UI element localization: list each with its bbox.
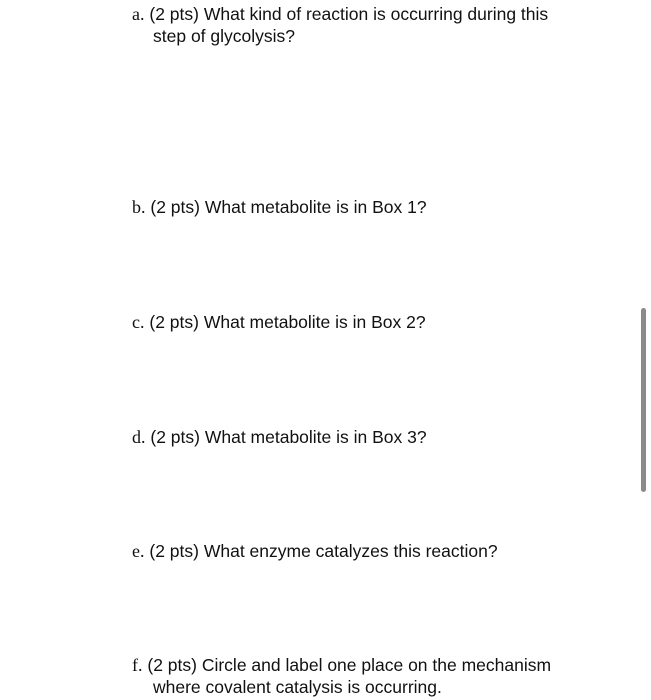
question-c: [132, 311, 602, 333]
question-f-line-1: [132, 654, 602, 676]
question-a-label: a.: [132, 4, 145, 24]
question-b-text: (2 pts) What metabolite is in Box 1?: [150, 197, 427, 217]
question-b-label: b.: [132, 197, 146, 217]
question-c-line-1: [132, 311, 602, 333]
question-c-label: c.: [132, 312, 145, 332]
question-e-line-1: [132, 540, 602, 562]
question-e-label: e.: [132, 541, 145, 561]
question-b: [132, 196, 602, 218]
question-d-label: d.: [132, 427, 146, 447]
question-b-line-1: [132, 196, 602, 218]
question-f-label: f.: [132, 655, 143, 675]
question-f: [132, 654, 602, 698]
question-d-text: (2 pts) What metabolite is in Box 3?: [150, 427, 427, 447]
question-a-line-1: [132, 3, 602, 25]
question-a: [132, 3, 602, 47]
question-e: [132, 540, 602, 562]
vertical-scrollbar[interactable]: [641, 308, 646, 492]
question-c-text: (2 pts) What metabolite is in Box 2?: [149, 312, 426, 332]
question-d-line-1: [132, 426, 602, 448]
question-f-text-1: (2 pts) Circle and label one place on the mechanism: [147, 655, 552, 675]
question-d: [132, 426, 602, 448]
question-a-text-1: (2 pts) What kind of reaction is occurring during this: [149, 4, 549, 24]
question-a-text-2: step of glycolysis?: [153, 26, 296, 46]
question-f-text-2: where covalent catalysis is occurring.: [153, 677, 442, 697]
question-e-text: (2 pts) What enzyme catalyzes this reaction?: [149, 541, 498, 561]
